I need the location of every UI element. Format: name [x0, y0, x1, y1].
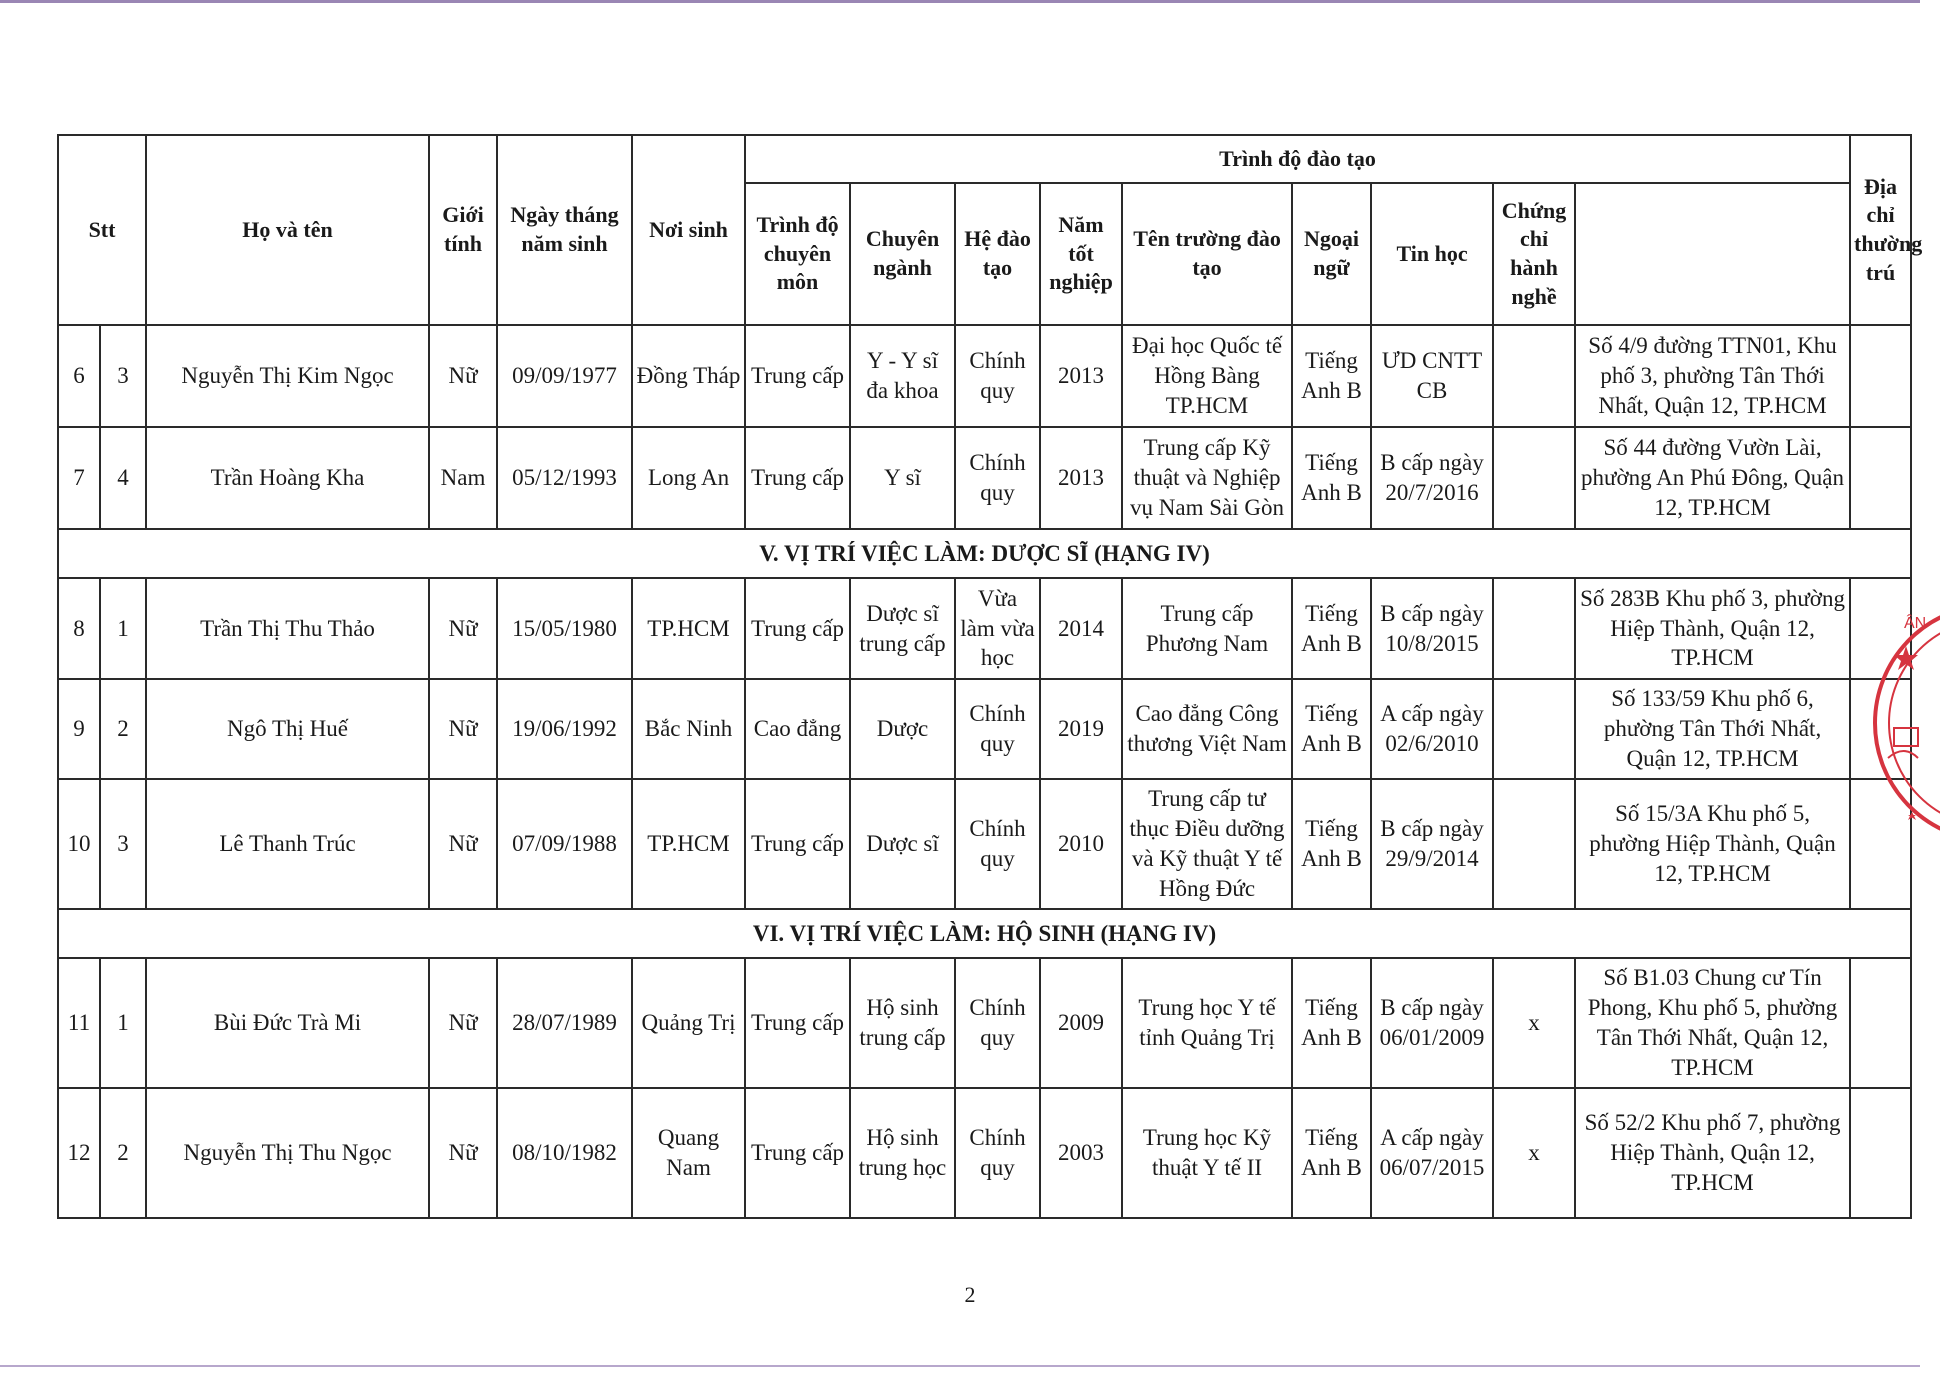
row-grad-year: 2010: [1040, 779, 1122, 909]
row-grad-year: 2019: [1040, 679, 1122, 779]
scan-top-edge: [0, 0, 1920, 3]
row-sub-number: 1: [100, 578, 146, 679]
row-number: 7: [58, 427, 100, 529]
table-row: [58, 325, 1911, 427]
row-major: Hộ sinh trung học: [850, 1088, 955, 1218]
row-mode: Chính quy: [955, 427, 1040, 529]
row-birthplace: Quảng Trị: [632, 958, 745, 1088]
red-stamp-seal: [1868, 598, 1927, 848]
row-name: Trần Thị Thu Thảo: [146, 578, 429, 679]
row-dob: 08/10/1982: [497, 1088, 632, 1218]
candidate-table: [57, 134, 1923, 1219]
header-training-group: Trình độ đào tạo: [745, 135, 1850, 183]
row-major: Y - Y sĩ đa khoa: [850, 325, 955, 427]
row-birthplace: Đồng Tháp: [632, 325, 745, 427]
row-name: Nguyễn Thị Thu Ngọc: [146, 1088, 429, 1218]
table-row: [58, 679, 1911, 779]
row-language: Tiếng Anh B: [1292, 578, 1371, 679]
row-sub-number: 1: [100, 958, 146, 1088]
row-gender: Nữ: [429, 1088, 497, 1218]
row-school: Trung cấp Phương Nam: [1122, 578, 1292, 679]
row-language: Tiếng Anh B: [1292, 679, 1371, 779]
row-birthplace: Long An: [632, 427, 745, 529]
row-certificate: [1493, 325, 1575, 427]
row-major: Hộ sinh trung cấp: [850, 958, 955, 1088]
row-certificate: [1493, 779, 1575, 909]
row-address: Số 133/59 Khu phố 6, phường Tân Thới Nhất, Quận 12, TP.HCM: [1575, 679, 1850, 779]
row-level: Trung cấp: [745, 427, 850, 529]
row-gender: Nam: [429, 427, 497, 529]
row-certificate: [1493, 679, 1575, 779]
row-it: A cấp ngày 06/07/2015: [1371, 1088, 1493, 1218]
row-it: B cấp ngày 20/7/2016: [1371, 427, 1493, 529]
row-name: Ngô Thị Huế: [146, 679, 429, 779]
row-mode: Chính quy: [955, 1088, 1040, 1218]
row-birthplace: TP.HCM: [632, 779, 745, 909]
row-gender: Nữ: [429, 779, 497, 909]
row-major: Dược sĩ: [850, 779, 955, 909]
row-school: Đại học Quốc tế Hồng Bàng TP.HCM: [1122, 325, 1292, 427]
row-name: Trần Hoàng Kha: [146, 427, 429, 529]
row-address: Số 52/2 Khu phố 7, phường Hiệp Thành, Quận 12, TP.HCM: [1575, 1088, 1850, 1218]
row-number: 8: [58, 578, 100, 679]
header-stt: Stt: [58, 135, 146, 325]
row-dob: 07/09/1988: [497, 779, 632, 909]
header-major: Chuyên ngành: [850, 183, 955, 325]
header-mode: Hệ đào tạo: [955, 183, 1040, 325]
section-title-pharmacist: V. VỊ TRÍ VIỆC LÀM: DƯỢC SĨ (HẠNG IV): [58, 529, 1911, 578]
row-number: 6: [58, 325, 100, 427]
row-address: Số 44 đường Vườn Lài, phường An Phú Đông, Quận 12, TP.HCM: [1575, 427, 1850, 529]
section-row: [58, 529, 1911, 578]
row-address: Số 15/3A Khu phố 5, phường Hiệp Thành, Quận 12, TP.HCM: [1575, 779, 1850, 909]
row-note: [1850, 958, 1911, 1088]
row-name: Nguyễn Thị Kim Ngọc: [146, 325, 429, 427]
header-dob: Ngày tháng năm sinh: [497, 135, 632, 325]
row-number: 10: [58, 779, 100, 909]
header-address: Địa chỉ thường trú: [1850, 135, 1911, 325]
table-row: [58, 1088, 1911, 1218]
header-language: Ngoại ngữ: [1292, 183, 1371, 325]
page-number: 2: [964, 1282, 976, 1307]
row-it: B cấp ngày 29/9/2014: [1371, 779, 1493, 909]
row-address: Số 4/9 đường TTN01, Khu phố 3, phường Tân Thới Nhất, Quận 12, TP.HCM: [1575, 325, 1850, 427]
row-sub-number: 4: [100, 427, 146, 529]
row-language: Tiếng Anh B: [1292, 427, 1371, 529]
row-number: 11: [58, 958, 100, 1088]
row-level: Trung cấp: [745, 325, 850, 427]
table-body: [58, 325, 1911, 1218]
row-dob: 19/06/1992: [497, 679, 632, 779]
row-level: Trung cấp: [745, 1088, 850, 1218]
header-grad-year: Năm tốt nghiệp: [1040, 183, 1122, 325]
row-gender: Nữ: [429, 578, 497, 679]
row-school: Trung học Y tế tỉnh Quảng Trị: [1122, 958, 1292, 1088]
row-number: 12: [58, 1088, 100, 1218]
row-gender: Nữ: [429, 679, 497, 779]
row-dob: 15/05/1980: [497, 578, 632, 679]
table-row: [58, 779, 1911, 909]
row-grad-year: 2009: [1040, 958, 1122, 1088]
row-major: Dược sĩ trung cấp: [850, 578, 955, 679]
row-certificate: [1493, 578, 1575, 679]
row-birthplace: TP.HCM: [632, 578, 745, 679]
row-school: Trung cấp Kỹ thuật và Nghiệp vụ Nam Sài Gòn: [1122, 427, 1292, 529]
svg-text:ÂN: ÂN: [1904, 615, 1927, 632]
header-name: Họ và tên: [146, 135, 429, 325]
scan-bottom-edge: [0, 1365, 1920, 1367]
row-dob: 28/07/1989: [497, 958, 632, 1088]
row-mode: Chính quy: [955, 325, 1040, 427]
row-major: Dược: [850, 679, 955, 779]
row-school: Trung cấp tư thục Điều dưỡng và Kỹ thuật Y tế Hồng Đức: [1122, 779, 1292, 909]
row-major: Y sĩ: [850, 427, 955, 529]
row-mode: Chính quy: [955, 779, 1040, 909]
row-address: Số 283B Khu phố 3, phường Hiệp Thành, Quận 12, TP.HCM: [1575, 578, 1850, 679]
row-it: B cấp ngày 06/01/2009: [1371, 958, 1493, 1088]
table-row: [58, 958, 1911, 1088]
row-language: Tiếng Anh B: [1292, 1088, 1371, 1218]
row-sub-number: 3: [100, 779, 146, 909]
row-note: [1850, 1088, 1911, 1218]
row-level: Trung cấp: [745, 958, 850, 1088]
row-sub-number: 3: [100, 325, 146, 427]
row-mode: Chính quy: [955, 958, 1040, 1088]
section-row: [58, 909, 1911, 958]
row-school: Cao đẳng Công thương Việt Nam: [1122, 679, 1292, 779]
row-sub-number: 2: [100, 1088, 146, 1218]
row-gender: Nữ: [429, 958, 497, 1088]
row-language: Tiếng Anh B: [1292, 325, 1371, 427]
row-dob: 09/09/1977: [497, 325, 632, 427]
header-certificate: Chứng chỉ hành nghề: [1493, 183, 1575, 325]
row-certificate: x: [1493, 1088, 1575, 1218]
row-grad-year: 2013: [1040, 427, 1122, 529]
header-it: Tin học: [1371, 183, 1493, 325]
section-title-midwife: VI. VỊ TRÍ VIỆC LÀM: HỘ SINH (HẠNG IV): [58, 909, 1911, 958]
row-certificate: x: [1493, 958, 1575, 1088]
row-note: [1850, 427, 1911, 529]
row-name: Lê Thanh Trúc: [146, 779, 429, 909]
row-school: Trung học Kỹ thuật Y tế II: [1122, 1088, 1292, 1218]
row-name: Bùi Đức Trà Mi: [146, 958, 429, 1088]
header-level: Trình độ chuyên môn: [745, 183, 850, 325]
table-row: [58, 578, 1911, 679]
row-sub-number: 2: [100, 679, 146, 779]
row-level: Trung cấp: [745, 578, 850, 679]
row-language: Tiếng Anh B: [1292, 958, 1371, 1088]
row-note: [1850, 325, 1911, 427]
row-certificate: [1493, 427, 1575, 529]
table-row: [58, 427, 1911, 529]
row-it: B cấp ngày 10/8/2015: [1371, 578, 1493, 679]
row-level: Cao đẳng: [745, 679, 850, 779]
header-birthplace: Nơi sinh: [632, 135, 745, 325]
row-language: Tiếng Anh B: [1292, 779, 1371, 909]
row-grad-year: 2003: [1040, 1088, 1122, 1218]
row-gender: Nữ: [429, 325, 497, 427]
row-it: ƯD CNTT CB: [1371, 325, 1493, 427]
row-grad-year: 2013: [1040, 325, 1122, 427]
row-birthplace: Quang Nam: [632, 1088, 745, 1218]
header-school: Tên trường đào tạo: [1122, 183, 1292, 325]
row-mode: Vừa làm vừa học: [955, 578, 1040, 679]
row-grad-year: 2014: [1040, 578, 1122, 679]
table-header: [58, 135, 1923, 325]
row-level: Trung cấp: [745, 779, 850, 909]
header-gender: Giới tính: [429, 135, 497, 325]
row-dob: 05/12/1993: [497, 427, 632, 529]
row-mode: Chính quy: [955, 679, 1040, 779]
row-birthplace: Bắc Ninh: [632, 679, 745, 779]
row-address: Số B1.03 Chung cư Tín Phong, Khu phố 5, phường Tân Thới Nhất, Quận 12, TP.HCM: [1575, 958, 1850, 1088]
row-it: A cấp ngày 02/6/2010: [1371, 679, 1493, 779]
stamp-icon: [1868, 598, 1927, 848]
row-number: 9: [58, 679, 100, 779]
